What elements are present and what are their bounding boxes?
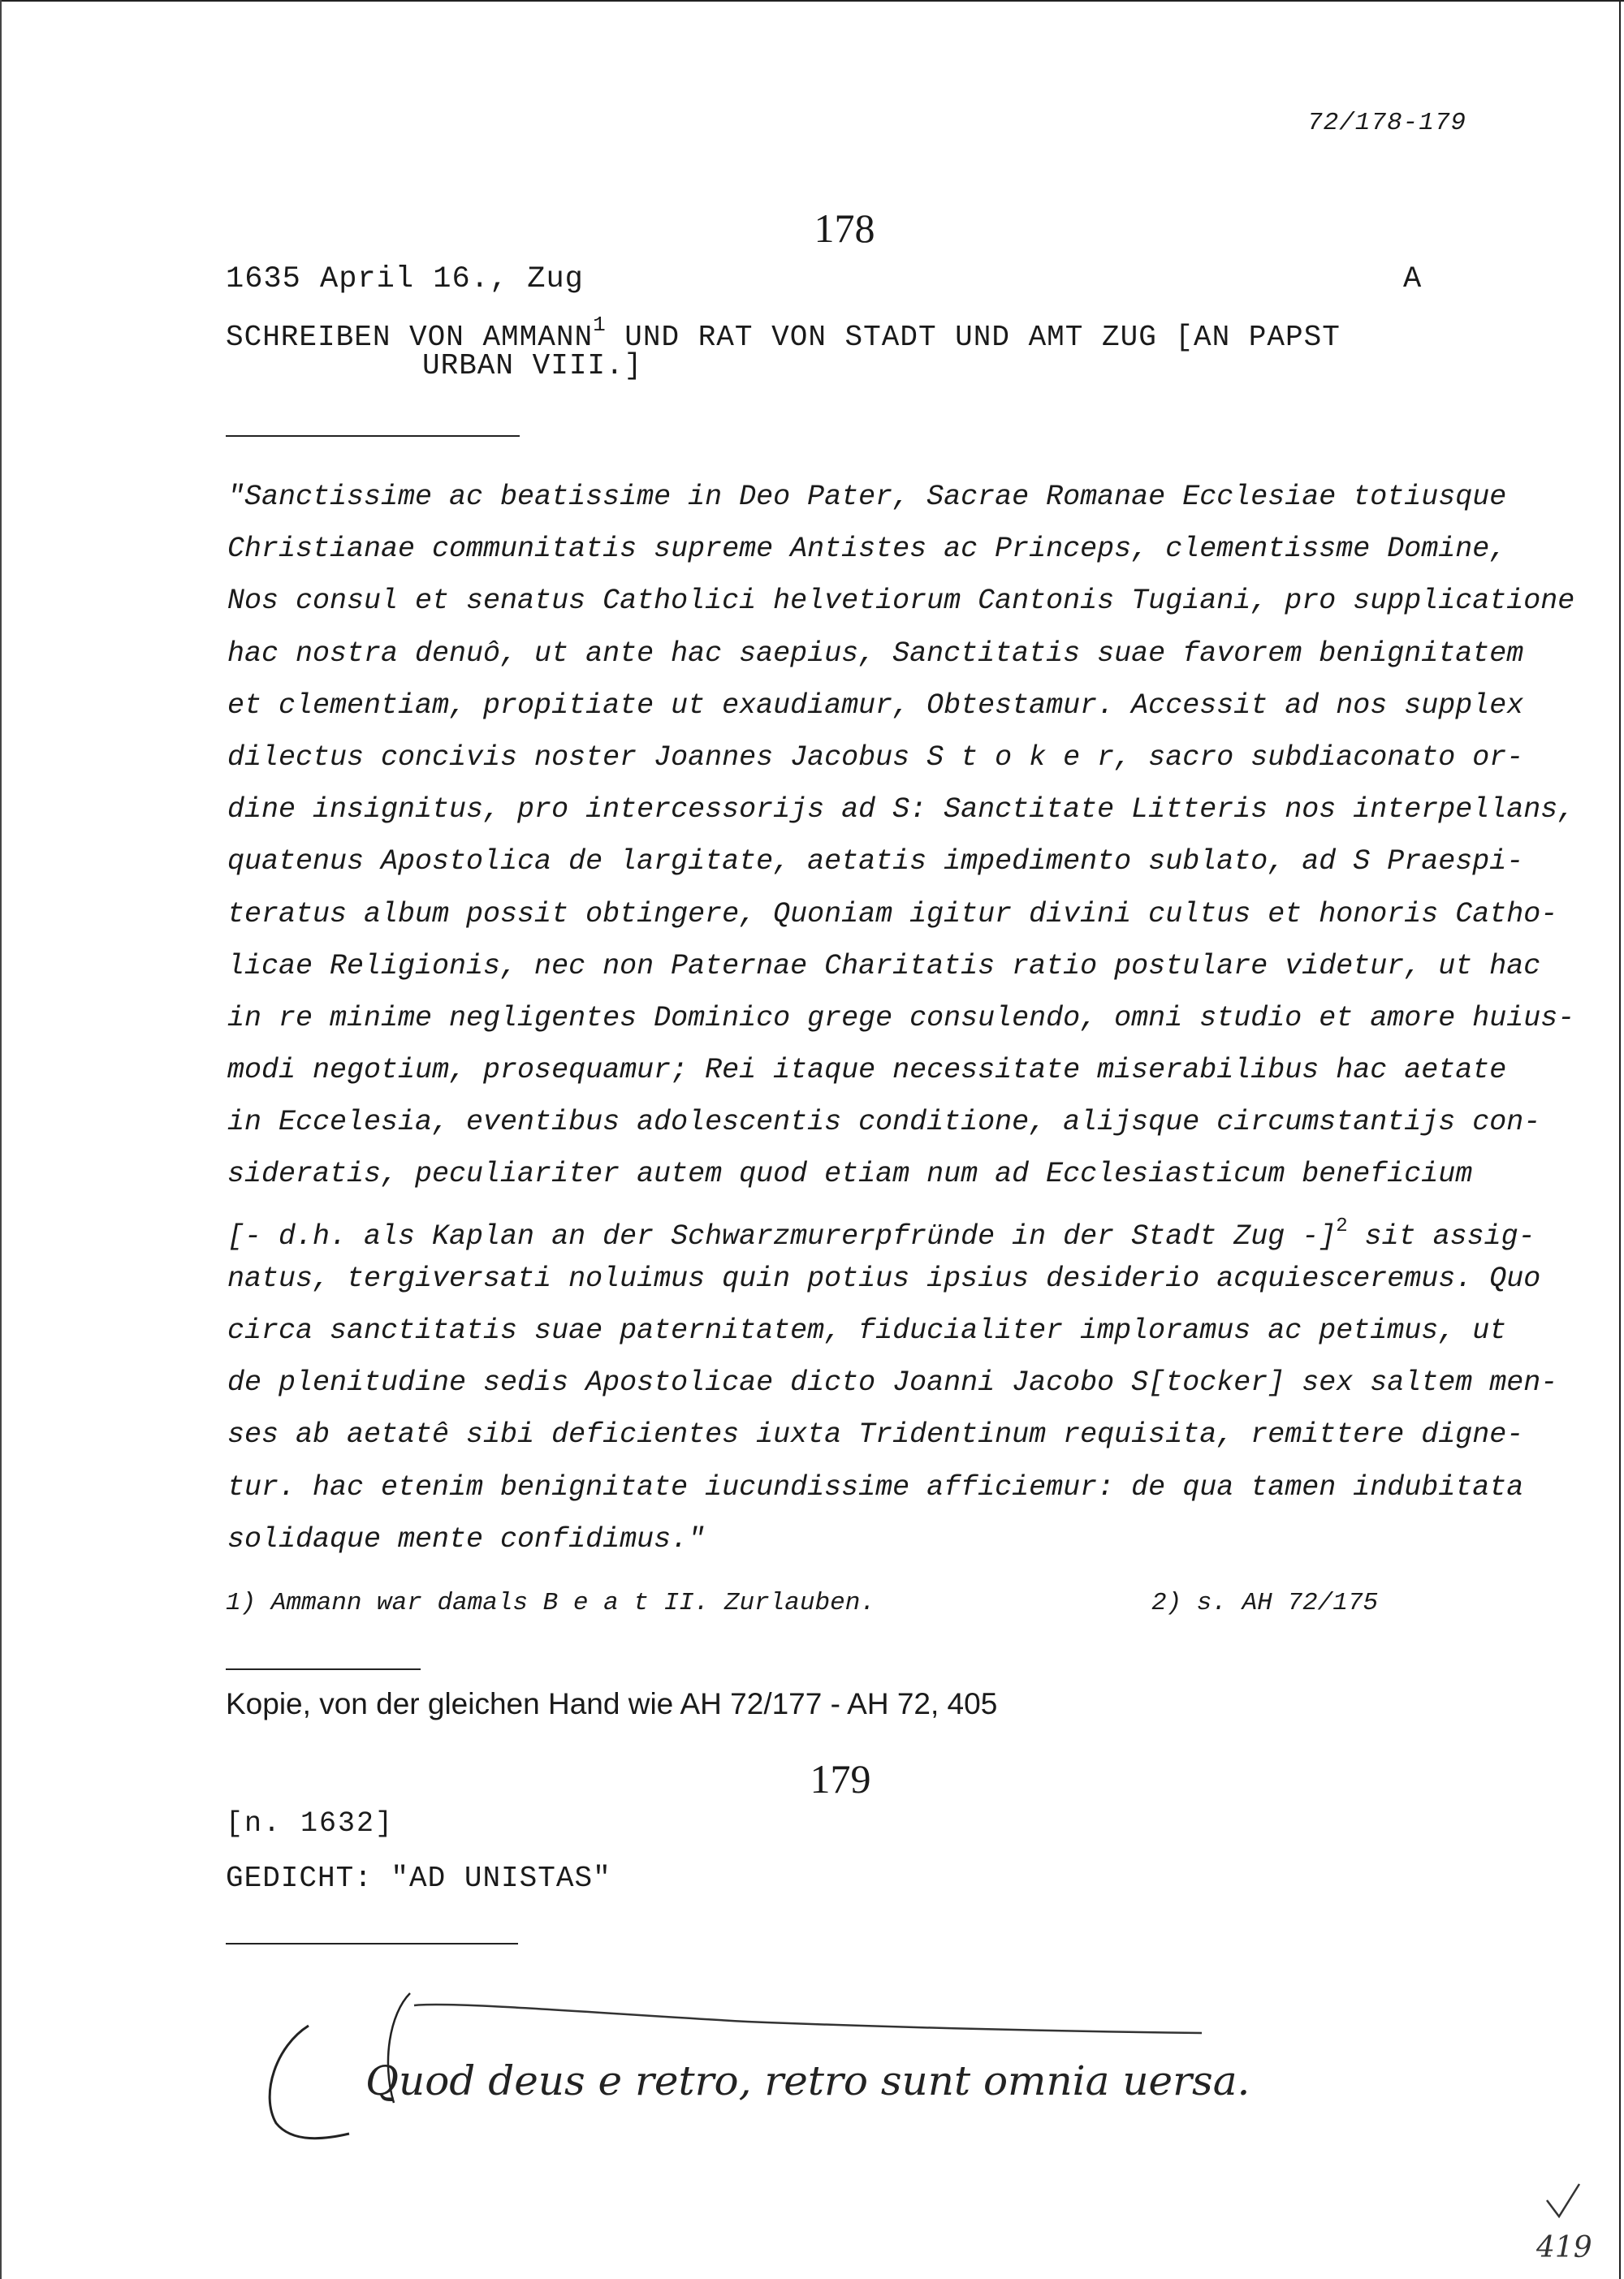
flourish-line: [414, 2005, 1202, 2033]
document-marker: A: [1403, 262, 1422, 296]
document-number-179: 179: [810, 1756, 871, 1802]
text-line: solidaque mente confidimus.": [227, 1522, 706, 1556]
text-line: circa sanctitatis suae paternitatem, fiducialiter imploramus ac petimus, ut: [227, 1314, 1507, 1347]
text-line: natus, tergiversati noluimus quin potius ipsius desiderio acquiesceremus. Quo: [227, 1262, 1541, 1295]
text-segment: [- d.h. als Kaplan an der Schwarzmurerpfründe in der Stadt Zug -]: [227, 1219, 1337, 1253]
text-line: ses ab aetatê sibi deficientes iuxta Tridentinum requisita, remittere digne-: [227, 1418, 1524, 1452]
footnote-ref-1: 1: [593, 313, 607, 337]
divider: [226, 1943, 518, 1944]
text-line: in Eccelesia, eventibus adolescentis conditione, alijsque circumstantijs con-: [227, 1106, 1541, 1139]
divider: [226, 435, 520, 437]
text-line: et clementiam, propitiate ut exaudiamur, Obtestamur. Accessit ad nos supplex: [227, 688, 1524, 722]
document-date-179: [n. 1632]: [226, 1807, 395, 1840]
text-segment: sit assig-: [1347, 1219, 1535, 1253]
text-line: Christianae communitatis supreme Antistes ac Princeps, clementissme Domine,: [227, 533, 1507, 566]
initial-letter-stroke: [270, 2026, 349, 2139]
text-line: tur. hac etenim benignitate iucundissime afficiemur: de qua tamen indubitata: [227, 1470, 1524, 1504]
text-line-with-footnote: [227, 1201, 1543, 1253]
divider: [226, 1668, 421, 1670]
text-line: de plenitudine sedis Apostolicae dicto Joanni Jacobo S[tocker] sex saltem men-: [227, 1366, 1558, 1400]
text-line: teratus album possit obtingere, Quoniam igitur divini cultus et honoris Catho-: [227, 897, 1558, 930]
document-title-179: GEDICHT: "AD UNISTAS": [226, 1862, 611, 1895]
source-note: Kopie, von der gleichen Hand wie AH 72/177 - AH 72, 405: [226, 1687, 998, 1720]
latin-letter-text: [227, 471, 1575, 1565]
document-number-178: 178: [814, 205, 875, 251]
check-icon: [1547, 2184, 1579, 2216]
handwritten-inscription: [260, 1981, 1315, 2152]
title-part-1: SCHREIBEN VON AMMANN: [226, 321, 594, 354]
text-line: "Sanctissime ac beatissime in Deo Pater, Sacrae Romanae Ecclesiae totiusque: [227, 481, 1507, 513]
handwritten-text: Quod deus e retro, retro sunt omnia uersa.: [365, 2057, 1250, 2104]
text-line: hac nostra denuô, ut ante hac saepius, Sanctitatis suae favorem benignitatem: [227, 637, 1524, 670]
text-line: in re minime negligentes Dominico grege consulendo, omni studio et amore huius-: [227, 1001, 1575, 1034]
text-line: licae Religionis, nec non Paternae Charitatis ratio postulare videtur, ut hac: [227, 949, 1541, 982]
text-line: quatenus Apostolica de largitate, aetatis impedimento sublato, ad S Praespi-: [227, 845, 1524, 878]
page-border-top: [0, 0, 1624, 2]
text-line: modi negotium, prosequamur; Rei itaque necessitate miserabilibus hac aetate: [227, 1054, 1507, 1087]
archive-reference: 72/178-179: [1307, 109, 1467, 137]
text-line: dine insignitus, pro intercessorijs ad S: Sanctitate Litteris nos interpellans,: [227, 793, 1575, 827]
text-line: dilectus concivis noster Joannes Jacobus S t o k e r, sacro subdiaconato or-: [227, 740, 1524, 774]
archive-page-mark: 419: [1536, 2231, 1592, 2264]
document-title-line-1: [226, 313, 1341, 354]
text-line: sideratis, peculiariter autem quod etiam num ad Ecclesiasticum beneficium: [227, 1158, 1473, 1191]
footnote-ref-2: 2: [1336, 1215, 1348, 1237]
page-border-left: [0, 0, 2, 2279]
footnote-2: 2) s. AH 72/175: [1151, 1589, 1379, 1617]
footnote-1: 1) Ammann war damals B e a t II. Zurlauben.: [226, 1589, 875, 1617]
document-title-line-2: URBAN VIII.]: [422, 349, 643, 382]
check-mark: [1535, 2176, 1600, 2273]
title-part-2: UND RAT VON STADT UND AMT ZUG [AN PAPST: [606, 321, 1341, 354]
page-border-right: [1619, 0, 1621, 2279]
text-line: Nos consul et senatus Catholici helvetiorum Cantonis Tugiani, pro supplicatione: [227, 585, 1575, 618]
document-date: 1635 April 16., Zug: [226, 262, 584, 296]
